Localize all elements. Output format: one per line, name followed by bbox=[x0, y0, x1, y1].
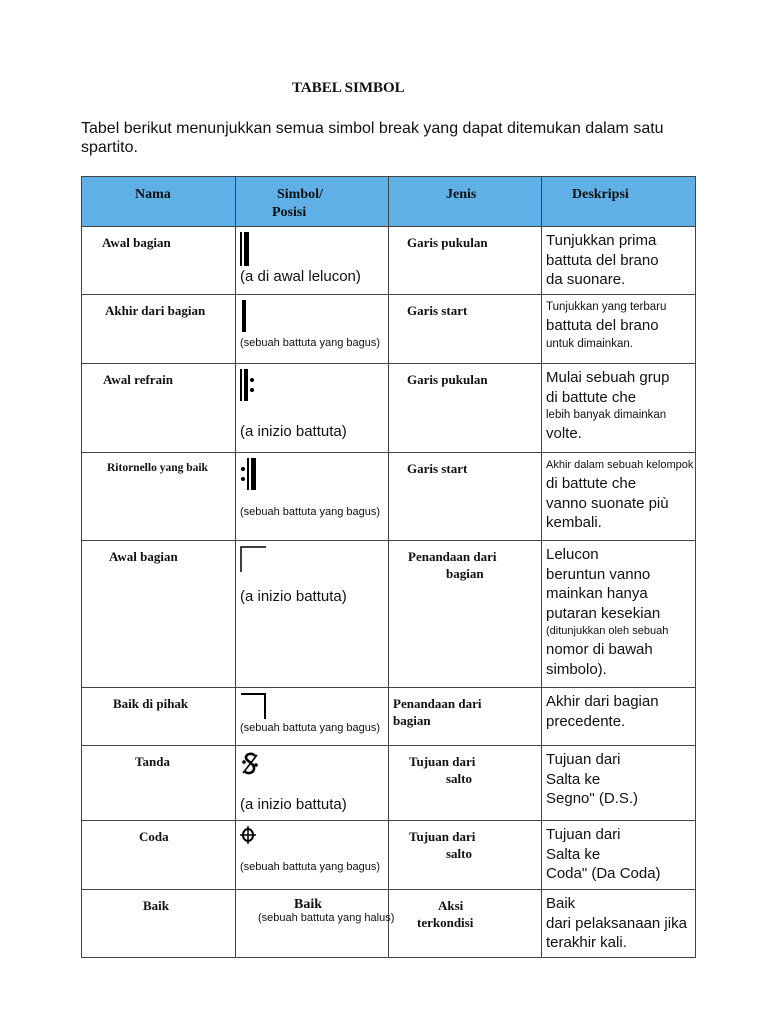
symbol-caption: (a inizio battuta) bbox=[240, 588, 347, 605]
table-row bbox=[82, 295, 696, 364]
row-name: Baik di pihak bbox=[113, 696, 189, 711]
row-name: Baik bbox=[143, 898, 170, 913]
row-jenis: Garis start bbox=[407, 303, 468, 318]
row-description: Tunjukkan yang terbaru battuta del brano untuk dimainkan. bbox=[546, 301, 667, 350]
table-row bbox=[82, 541, 696, 688]
row-jenis: Garis pukulan bbox=[407, 235, 488, 250]
table-row bbox=[82, 227, 696, 295]
row-name: Coda bbox=[139, 829, 169, 844]
symbol-caption: (a di awal lelucon) bbox=[240, 268, 361, 285]
coda-icon bbox=[240, 826, 388, 844]
header-nama: Nama bbox=[82, 177, 236, 227]
row-description: Tujuan dari Salta ke Segno" (D.S.) bbox=[546, 751, 639, 807]
volta-start-bracket-icon bbox=[240, 546, 388, 572]
segno-icon bbox=[240, 751, 388, 777]
row-description: Tunjukkan prima battuta del brano da suonare. bbox=[546, 232, 659, 288]
row-jenis: Garis pukulan bbox=[407, 372, 488, 387]
table-row bbox=[82, 890, 696, 958]
intro-paragraph: Tabel berikut menunjukkan semua simbol break yang dapat ditemukan dalam satu spartito. bbox=[81, 120, 664, 156]
symbol-caption: (a inizio battuta) bbox=[240, 423, 347, 440]
row-jenis: Aksi terkondisi bbox=[417, 898, 474, 930]
symbol-caption: (sebuah battuta yang bagus) bbox=[240, 861, 381, 873]
page-title: TABEL SIMBOL bbox=[292, 80, 405, 96]
final-barline-icon bbox=[240, 232, 388, 266]
row-jenis: Tujuan dari salto bbox=[409, 754, 476, 786]
header-jenis: Jenis bbox=[389, 177, 542, 227]
row-name: Awal bagian bbox=[109, 549, 178, 564]
table-header-row bbox=[82, 177, 696, 227]
row-description: Mulai sebuah grup di battute che lebih banyak dimainkan volte. bbox=[546, 369, 670, 442]
table-row bbox=[82, 364, 696, 453]
header-simbol: Simbol/ Posisi bbox=[236, 177, 389, 227]
row-jenis: Tujuan dari salto bbox=[409, 829, 476, 861]
symbol-caption: (sebuah battuta yang bagus) bbox=[240, 337, 381, 349]
symbol-caption: (sebuah battuta yang bagus) bbox=[240, 506, 381, 518]
thick-barline-icon bbox=[240, 300, 388, 332]
table-row bbox=[82, 688, 696, 746]
row-name: Akhir dari bagian bbox=[105, 303, 206, 318]
symbol-table bbox=[81, 176, 696, 958]
row-description: Akhir dari bagian precedente. bbox=[546, 693, 659, 730]
row-jenis: Penandaan dari bagian bbox=[408, 549, 497, 581]
volta-end-bracket-icon bbox=[240, 693, 388, 719]
row-name: Ritornello yang baik bbox=[107, 462, 208, 474]
row-jenis: Garis start bbox=[407, 461, 468, 476]
repeat-start-icon bbox=[240, 369, 388, 401]
row-description: Baik dari pelaksanaan jika terakhir kali. bbox=[546, 895, 687, 951]
row-name: Tanda bbox=[135, 754, 170, 769]
repeat-end-icon bbox=[240, 458, 388, 490]
row-description: Akhir dalam sebuah kelompok di battute che vanno suonate più kembali. bbox=[546, 459, 694, 531]
row-name: Awal bagian bbox=[102, 235, 171, 250]
header-deskripsi: Deskripsi bbox=[542, 177, 696, 227]
row-description: Tujuan dari Salta ke Coda" (Da Coda) bbox=[546, 826, 661, 882]
row-description: Lelucon beruntun vanno mainkan hanya putaran kesekian (ditunjukkan oleh sebuah nomor di bawah simbolo). bbox=[546, 546, 669, 678]
symbol-caption: (sebuah battuta yang halus) bbox=[258, 912, 395, 924]
table-row bbox=[82, 746, 696, 821]
symbol-caption: (sebuah battuta yang bagus) bbox=[240, 722, 381, 734]
row-name: Awal refrain bbox=[103, 372, 173, 387]
table-row bbox=[82, 453, 696, 541]
symbol-caption: (a inizio battuta) bbox=[240, 796, 347, 813]
symbol-word: Baik bbox=[294, 897, 323, 912]
table-row bbox=[82, 821, 696, 890]
row-jenis: Penandaan dari bagian bbox=[393, 696, 482, 728]
